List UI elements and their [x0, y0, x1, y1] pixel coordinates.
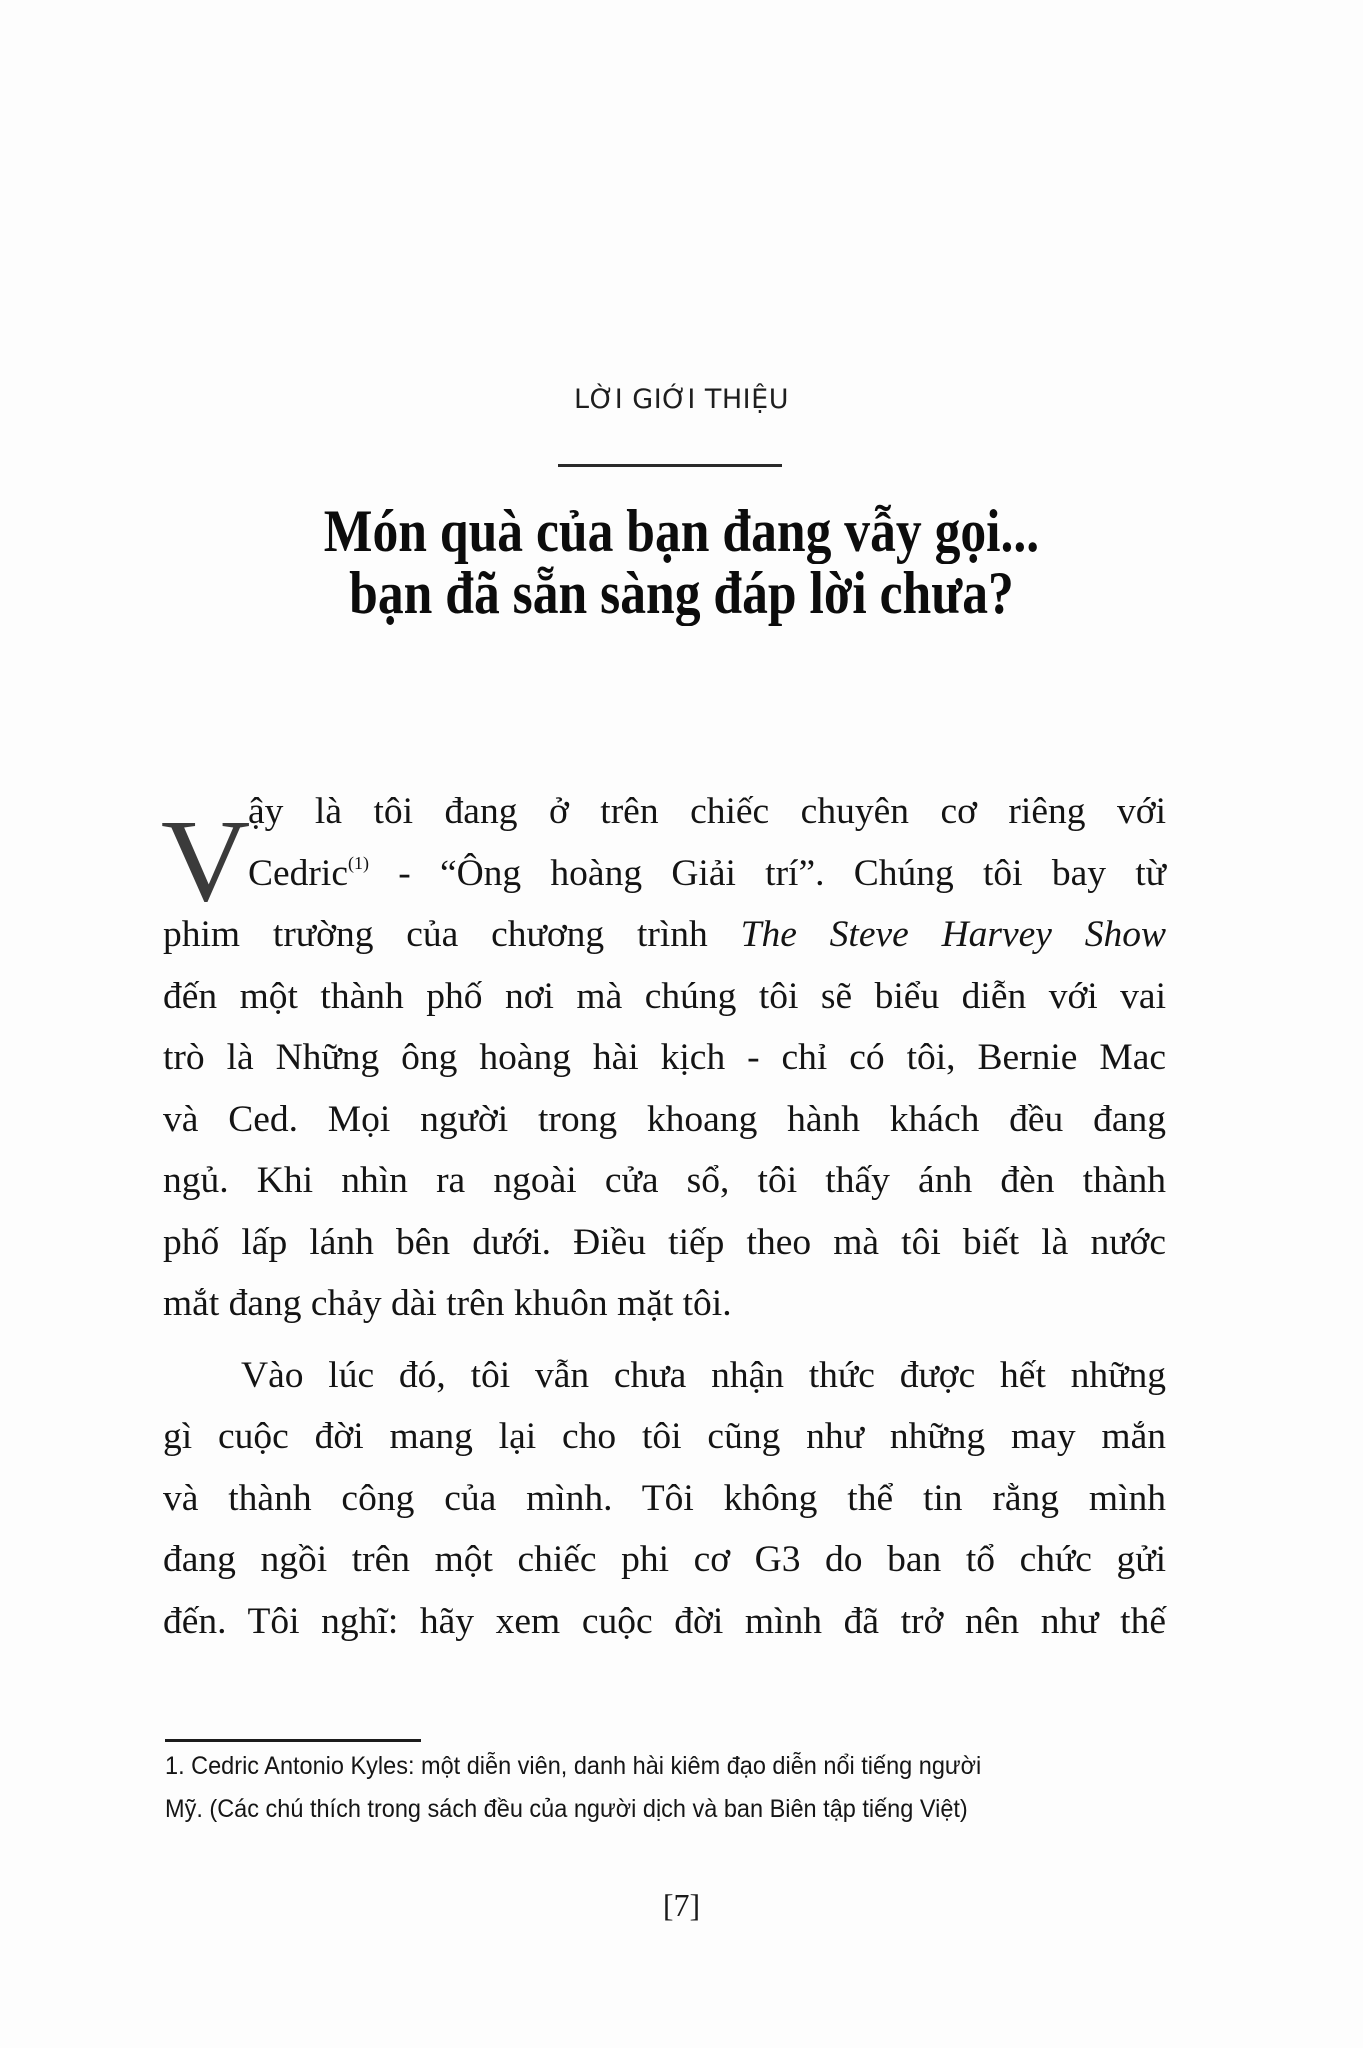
page-number: [7]	[662, 1887, 701, 1923]
paragraph-1-line-1	[163, 789, 1166, 835]
title-line-1: Món quà của bạn đang vẫy gọi...	[323, 498, 1040, 564]
text-span: phim trường của chương trình	[163, 914, 741, 955]
paragraph-1-line-5: trò là Những ông hoàng hài kịch - chỉ có tôi, Bernie Mac	[163, 1037, 1166, 1078]
title-line-2: bạn đã sẵn sàng đáp lời chưa?	[349, 560, 1014, 626]
chapter-title	[0, 500, 1363, 624]
paragraph-2-line-5: đến. Tôi nghĩ: hãy xem cuộc đời mình đã trở nên như thế	[163, 1601, 1166, 1642]
footnote-separator	[165, 1739, 421, 1742]
drop-cap: V	[160, 795, 251, 926]
footnote-line-2: Mỹ. (Các chú thích trong sách đều của người dịch và ban Biên tập tiếng Việt)	[165, 1795, 968, 1823]
footnote-reference[interactable]: (1)	[347, 853, 369, 873]
paragraph-1-line-7: ngủ. Khi nhìn ra ngoài cửa sổ, tôi thấy ánh đèn thành	[163, 1160, 1166, 1201]
paragraph-2-line-2: gì cuộc đời mang lại cho tôi cũng như những may mắn	[163, 1416, 1166, 1457]
paragraph-1-line-8: phố lấp lánh bên dưới. Điều tiếp theo mà tôi biết là nước	[163, 1222, 1166, 1263]
paragraph-1-line-2	[163, 851, 1166, 897]
paragraph-2-line-4: đang ngồi trên một chiếc phi cơ G3 do ban tổ chức gửi	[163, 1539, 1166, 1580]
paragraph-1-line-3	[163, 912, 1166, 958]
text-span: - “Ông hoàng Giải trí”. Chúng tôi bay từ	[368, 853, 1166, 894]
section-label: LỜI GIỚI THIỆU	[574, 384, 789, 415]
paragraph-1-line-6: và Ced. Mọi người trong khoang hành khách đều đang	[163, 1099, 1166, 1140]
text-span: Cedric	[248, 853, 348, 894]
paragraph-2-line-1: Vào lúc đó, tôi vẫn chưa nhận thức được hết những	[241, 1355, 1166, 1396]
paragraph-1-line-9: mắt đang chảy dài trên khuôn mặt tôi.	[163, 1283, 732, 1324]
paragraph-1-line-4: đến một thành phố nơi mà chúng tôi sẽ biểu diễn với vai	[163, 976, 1166, 1017]
text-span: ậy là tôi đang ở trên chiếc chuyên cơ riêng với	[248, 791, 1166, 832]
section-underline	[558, 464, 782, 467]
show-title-italic: The Steve Harvey Show	[740, 914, 1167, 955]
paragraph-2-line-3: và thành công của mình. Tôi không thể tin rằng mình	[163, 1478, 1166, 1519]
footnote-line-1: 1. Cedric Antonio Kyles: một diễn viên, danh hài kiêm đạo diễn nổi tiếng người	[165, 1752, 982, 1780]
